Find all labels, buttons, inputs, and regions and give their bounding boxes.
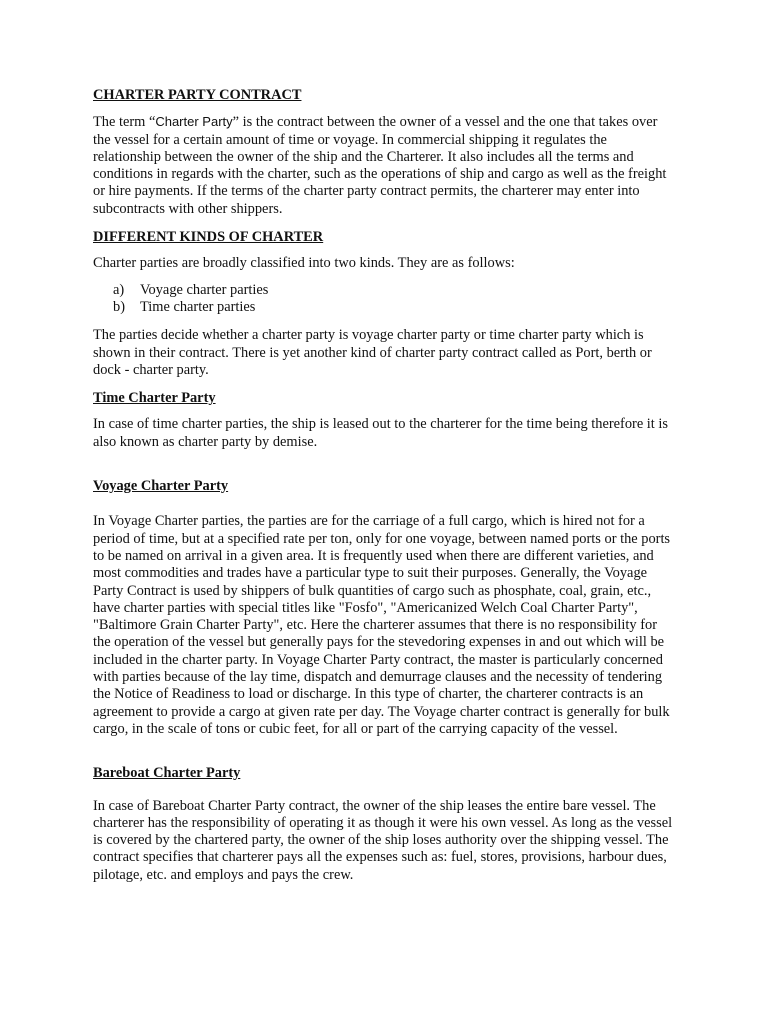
document-page bbox=[93, 87, 673, 884]
list-item-text: Voyage charter parties bbox=[140, 281, 269, 298]
kinds-after-paragraph: The parties decide whether a charter party is voyage charter party or time charter party which is shown in their contract. There is yet another kind of charter party contract called as Port, berth or dock - charter party. bbox=[93, 327, 652, 378]
heading-time-charter: Time Charter Party bbox=[93, 390, 216, 407]
bareboat-charter-paragraph: In case of Bareboat Charter Party contract, the owner of the ship leases the entire bare vessel. The charterer has the responsibility of operating it as though it were his own vessel. As long as the vessel is covered by the chartered party, the owner of the ship loses authority over the shipping vessel. The contract specifies that charterer pays all the expenses such as: fuel, stores, provisions, harbour dues, pilotage, etc. and employs and pays the crew. bbox=[93, 797, 673, 883]
intro-rest: ” is the contract between the owner of a vessel and the one that takes over the vessel for a certain amount of time or voyage. In commercial shipping it regulates the relationship between the owner of the ship and the Charterer. It also includes all the terms and conditions in regards with the charter, such as the operations of ship and cargo as well as the freight or hire payments. If the terms of the charter party contract permits, the charterer may enter into subcontracts with other shippers. bbox=[93, 114, 667, 217]
kinds-list bbox=[93, 282, 673, 317]
kinds-intro-paragraph: Charter parties are broadly classified into two kinds. They are as follows: bbox=[93, 255, 515, 272]
intro-term-prefix: The term “ bbox=[93, 114, 156, 131]
heading-voyage-charter: Voyage Charter Party bbox=[93, 478, 229, 495]
list-item-text: Time charter parties bbox=[140, 298, 256, 315]
list-marker: a) bbox=[113, 281, 125, 298]
intro-paragraph bbox=[93, 113, 673, 218]
list-marker: b) bbox=[113, 298, 125, 315]
heading-bareboat-charter: Bareboat Charter Party bbox=[93, 765, 241, 782]
heading-different-kinds: DIFFERENT KINDS OF CHARTER bbox=[93, 229, 324, 246]
heading-charter-party-contract: CHARTER PARTY CONTRACT bbox=[93, 87, 302, 103]
voyage-charter-paragraph: In Voyage Charter parties, the parties are for the carriage of a full cargo, which is hired not for a period of time, but at a specified rate per ton, only for one voyage, between named ports or the ports to be named on arrival in a given area. It is frequently used when there are different varieties, and most commodities and trades have a particular type to suit their purposes. Generally, the Voyage Party Contract is used by shippers of bulk quantities of cargo such as phosphate, coal, grain, etc., have charter parties with special titles like "Fosfo", "Americanized Welch Coal Charter Party", "Baltimore Grain Charter Party", etc. Here the charterer assumes that there is no responsibility for the operation of the vessel but generally pays for the stevedoring expenses in and out which will be included in the charter party. In Voyage Charter Party contract, the master is particularly concerned with parties because of the lay time, dispatch and demurrage clauses and the necessity of tendering the Notice of Readiness to load or discharge. In this type of charter, the charterer contracts is an agreement to provide a cargo at given rate per day. The Voyage charter contract is generally for bulk cargo, in the scale of tons or cubic feet, for all or part of the carrying capacity of the vessel. bbox=[93, 513, 671, 737]
list-item bbox=[93, 299, 673, 316]
list-item bbox=[93, 282, 673, 299]
time-charter-paragraph: In case of time charter parties, the ship is leased out to the charterer for the time being therefore it is also known as charter party by demise. bbox=[93, 416, 668, 450]
intro-term: Charter Party bbox=[155, 114, 233, 130]
